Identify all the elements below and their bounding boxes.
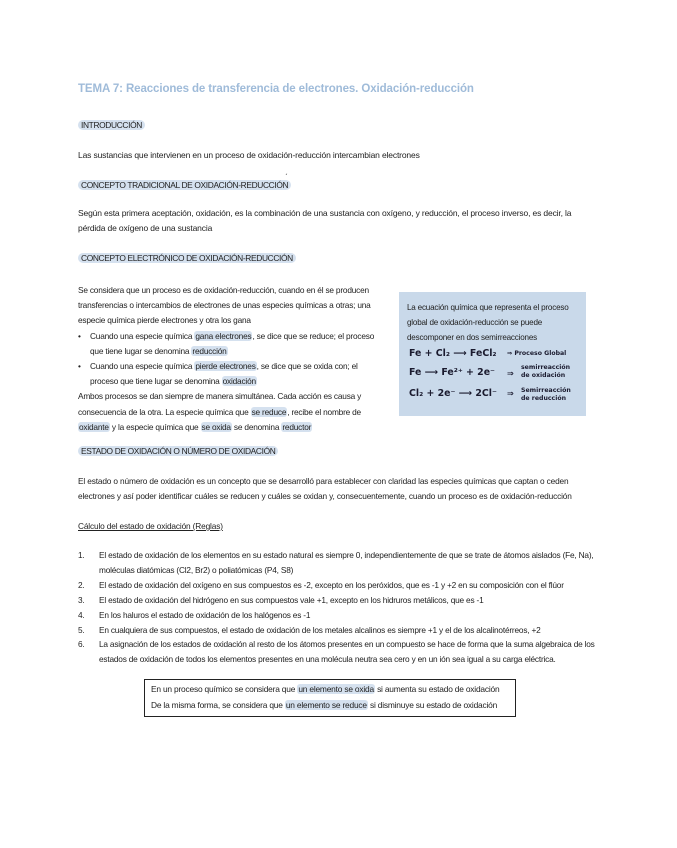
highlight-se-reduce: se reduce [251,406,287,417]
summary-box [144,679,516,717]
rules-title: Cálculo del estado de oxidación (Reglas) [78,521,223,531]
note-global: ⇒ Proceso Global [507,350,567,357]
bullet-dot: • [78,330,81,341]
heading-highlight: INTRODUCCIÓN [78,120,145,130]
text-run: si disminuye su estado de oxidación [367,700,498,710]
section-heading-intro [78,120,145,130]
rule-text: La asignación de los estados de oxidación al resto de los átomos presentes en un compuesto se hace de forma que la suma algebraica de los estados de oxidación de todos los elementos presentes en una molécula neutra sea cero y en un ión sea igual a su carga eléctrica. [99,639,595,665]
text-run: En un proceso químico se considera que [151,684,298,694]
rule-number: 5. [78,624,85,635]
rule-item [78,623,608,638]
equation-oxidation: Fe ⟶ Fe²⁺ + 2e⁻ [409,367,495,378]
text-run: Cuando una especie química [90,330,195,341]
rule-text: El estado de oxidación del hidrógeno en sus compuestos vale +1, excepto en los hidruros metálicos, que es -1 [99,594,484,605]
note-oxidation-2: de oxidación [521,372,566,379]
bullet-dot: • [78,361,81,372]
highlight-reduccion: reducción [192,345,227,356]
page-title: TEMA 7: Reacciones de transferencia de electrones. Oxidación-reducción [78,83,474,95]
text-run: , se dice que se reduce; el proceso que tiene lugar se denomina [90,330,375,356]
text-run: Ambos procesos se dan siempre de manera simultánea. Cada acción es causa y consecuencia de la otra. La especie química que [78,391,362,417]
text-run: si aumenta su estado de oxidación [374,684,500,694]
rule-item [78,637,608,667]
highlight-se-oxida: un elemento se oxida [298,684,374,694]
bullet-oxidation [78,359,378,389]
rule-text: En cualquiera de sus compuestos, el estado de oxidación de los metales alcalinos es siempre +1 y el de los alcalinotérreos, +2 [99,624,541,635]
rule-number: 4. [78,609,85,620]
bullet-text [90,359,378,389]
electronic-paragraph-1: Se considera que un proceso es de oxidación-reducción, cuando en él se producen transferencias o intercambios de electrones de unas especies químicas a otras; una especie química pierde electrones y otra los gana [78,285,371,326]
bullet-text [90,329,378,359]
rule-item [78,593,608,608]
heading-highlight: CONCEPTO ELECTRÓNICO DE OXIDACIÓN-REDUCCIÓN [78,253,296,263]
summary-line-1 [151,684,499,694]
text-run: , recibe el nombre de [287,406,361,417]
arrow-oxidation: ⇒ [507,369,514,378]
text-run: Cuando una especie química [90,361,195,372]
traditional-line-2: pérdida de oxígeno de una sustancia [78,223,213,233]
rules-list [78,548,608,667]
electronic-paragraph-2 [78,389,378,435]
semireactions-intro: La ecuación química que representa el proceso global de oxidación-reducción se puede descomponer en dos semirreacciones [407,303,569,343]
electronic-column [78,283,378,435]
rule-text: El estado de oxidación de los elementos en su estado natural es siempre 0, independientemente de que se trate de átomos aislados (Fe, Na), moléculas diatómicas (Cl2, Br2) o poliatómicas (P4, S8) [99,550,594,575]
note-reduction-2: de reducción [521,395,566,402]
equation-reduction: Cl₂ + 2e⁻ ⟶ 2Cl⁻ [409,388,497,399]
state-line-2: electrones y así poder identificar cuáles se reducen y cuáles se oxidan y, consecuentemente, cuando un proceso es de oxidación-reducción [78,491,572,501]
highlight-pierde: pierde electrones [195,361,256,372]
text-run: se denomina [231,421,282,432]
rule-item [78,608,608,623]
rule-text: El estado de oxidación del oxígeno en sus compuestos es -2, excepto en los peróxidos, que es -1 y +2 en su composición con el flúor [99,579,564,590]
bullet-reduction [78,329,378,359]
pen-mark: ˊ [285,173,288,182]
text-run: , se dice que se oxida con; el proceso que tiene lugar se denomina [90,361,358,387]
heading-highlight: CONCEPTO TRADICIONAL DE OXIDACIÓN-REDUCCIÓN [78,180,291,190]
section-heading-electronic [78,253,296,263]
highlight-gana: gana electrones [195,330,252,341]
traditional-line-1: Según esta primera aceptación, oxidación, es la combinación de una sustancia con oxígeno, y reducción, el proceso inverso, es decir, la [78,208,572,218]
semireactions-box [399,292,586,416]
text-run: De la misma forma, se considera que [151,700,285,710]
highlight-oxidacion: oxidación [222,376,256,387]
intro-text: Las sustancias que intervienen en un proceso de oxidación-reducción intercambian electrones [78,150,420,160]
section-heading-state [78,446,278,456]
highlight-reductor: reductor [282,421,312,432]
rule-number: 6. [78,639,85,650]
equation-global: Fe + Cl₂ ⟶ FeCl₂ [409,348,497,359]
highlight-se-reduce: un elemento se reduce [285,700,367,710]
highlight-se-oxida: se oxida [201,421,231,432]
state-line-1: El estado o número de oxidación es un concepto que se desarrolló para establecer con claridad las especies químicas que captan o ceden [78,476,569,486]
section-heading-traditional [78,180,291,190]
note-oxidation-1: semirreacción [521,364,571,371]
arrow-reduction: ⇒ [507,389,514,398]
rule-number: 2. [78,579,85,590]
heading-highlight: ESTADO DE OXIDACIÓN O NÚMERO DE OXIDACIÓN [78,446,278,456]
text-run: y la especie química que [109,421,201,432]
rule-item [78,578,608,593]
rule-number: 1. [78,550,85,560]
note-reduction-1: Semirreacción [521,387,571,394]
rule-item [78,548,608,578]
rule-number: 3. [78,594,85,605]
highlight-oxidante: oxidante [79,421,109,432]
rule-text: En los haluros el estado de oxidación de los halógenos es -1 [99,609,311,620]
summary-line-2 [151,700,497,710]
